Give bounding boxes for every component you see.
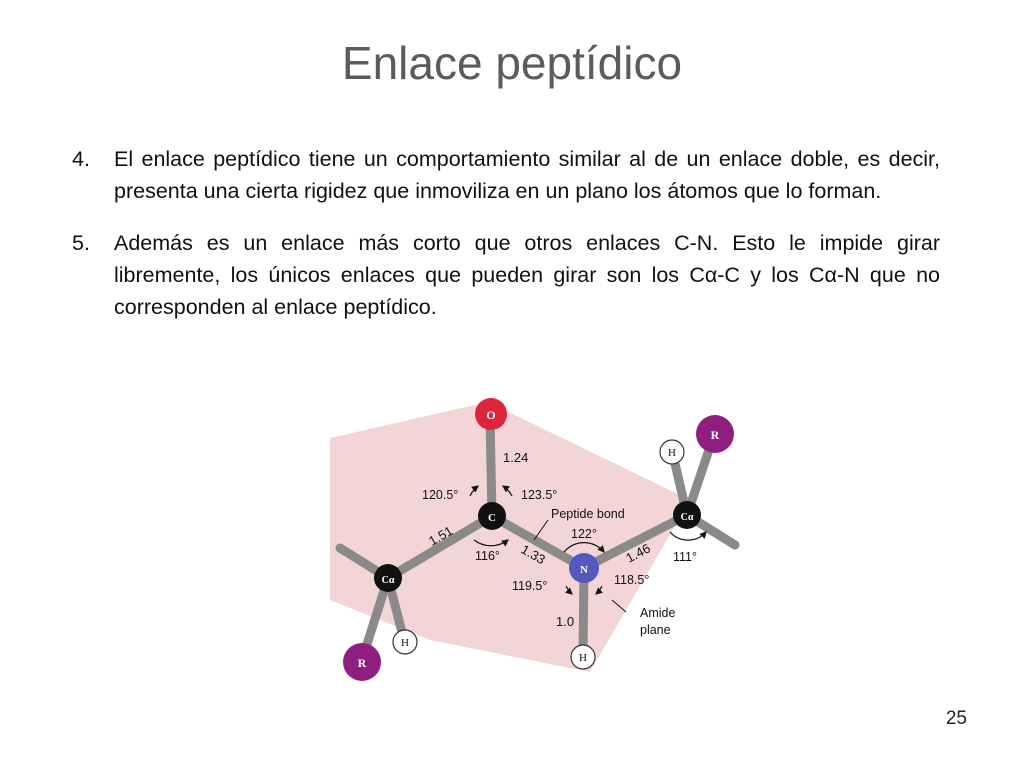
hydrogen-left-atom [393,630,417,654]
atom-label-ca-left: Cα [381,575,395,586]
peptide-bond-label: Peptide bond [551,507,625,521]
bond-length-c-n: 1.33 [518,541,548,568]
item-number: 5. [72,231,90,255]
alpha-carbon-left-atom [374,564,402,592]
hydrogen-right-atom [660,440,684,464]
bond-length-n-ca: 1.46 [623,540,653,566]
atom-label-r-left: R [357,656,367,670]
slide-number: 25 [945,708,967,729]
bullet-list [72,143,940,323]
bond-length-c-o: 1.24 [503,450,529,465]
r-group-left-atom [343,643,381,681]
list-item-5 [72,227,940,323]
angle-c-n-ca: 122° [571,527,597,541]
amide-plane-label-line1: Amide [640,606,676,620]
list-item-4 [72,143,940,207]
atom-label-h-left: H [401,637,409,649]
bond-length-ca-c: 1.51 [426,522,456,549]
angle-ca-n-h: 118.5° [614,573,650,587]
atom-label-r-right: R [710,428,720,442]
angle-c-n-h: 119.5° [512,579,548,593]
r-group-right-atom [696,415,734,453]
peptide-bond-diagram [320,392,740,692]
atom-label-n: N [580,564,588,576]
carbonyl-carbon-atom [478,502,506,530]
atom-label-o: O [486,408,496,422]
item-number: 4. [72,147,90,171]
slide-title: Enlace peptídico [341,37,683,89]
hydrogen-n-atom [571,645,595,669]
nitrogen-atom [569,553,599,583]
atom-label-h-right: H [668,447,676,459]
atom-label-h-n: H [579,652,587,664]
angle-o-c-n: 123.5° [521,488,558,502]
atom-label-ca-right: Cα [680,512,694,523]
bond-c-o [490,418,492,516]
bond-length-n-h: 1.0 [556,614,575,629]
item-text: El enlace peptídico tiene un comportamiento similar al de un enlace doble, es decir, presenta una cierta rigidez que inmoviliza en un plano los átomos que lo forman. [114,147,940,203]
angle-o-c-ca: 120.5° [422,488,459,502]
atom-label-c: C [488,512,496,524]
item-text: Además es un enlace más corto que otros enlaces C-N. Esto le impide girar libremente, los únicos enlaces que pueden girar son los Cα-C y los Cα-N que no corresponden al enlace peptídico. [114,231,940,319]
amide-plane-label-line2: plane [640,623,671,637]
oxygen-atom [475,398,507,430]
angle-ca-right: 111° [673,550,697,564]
angle-ca-c-n: 116° [475,549,500,563]
alpha-carbon-right-atom [673,501,701,529]
